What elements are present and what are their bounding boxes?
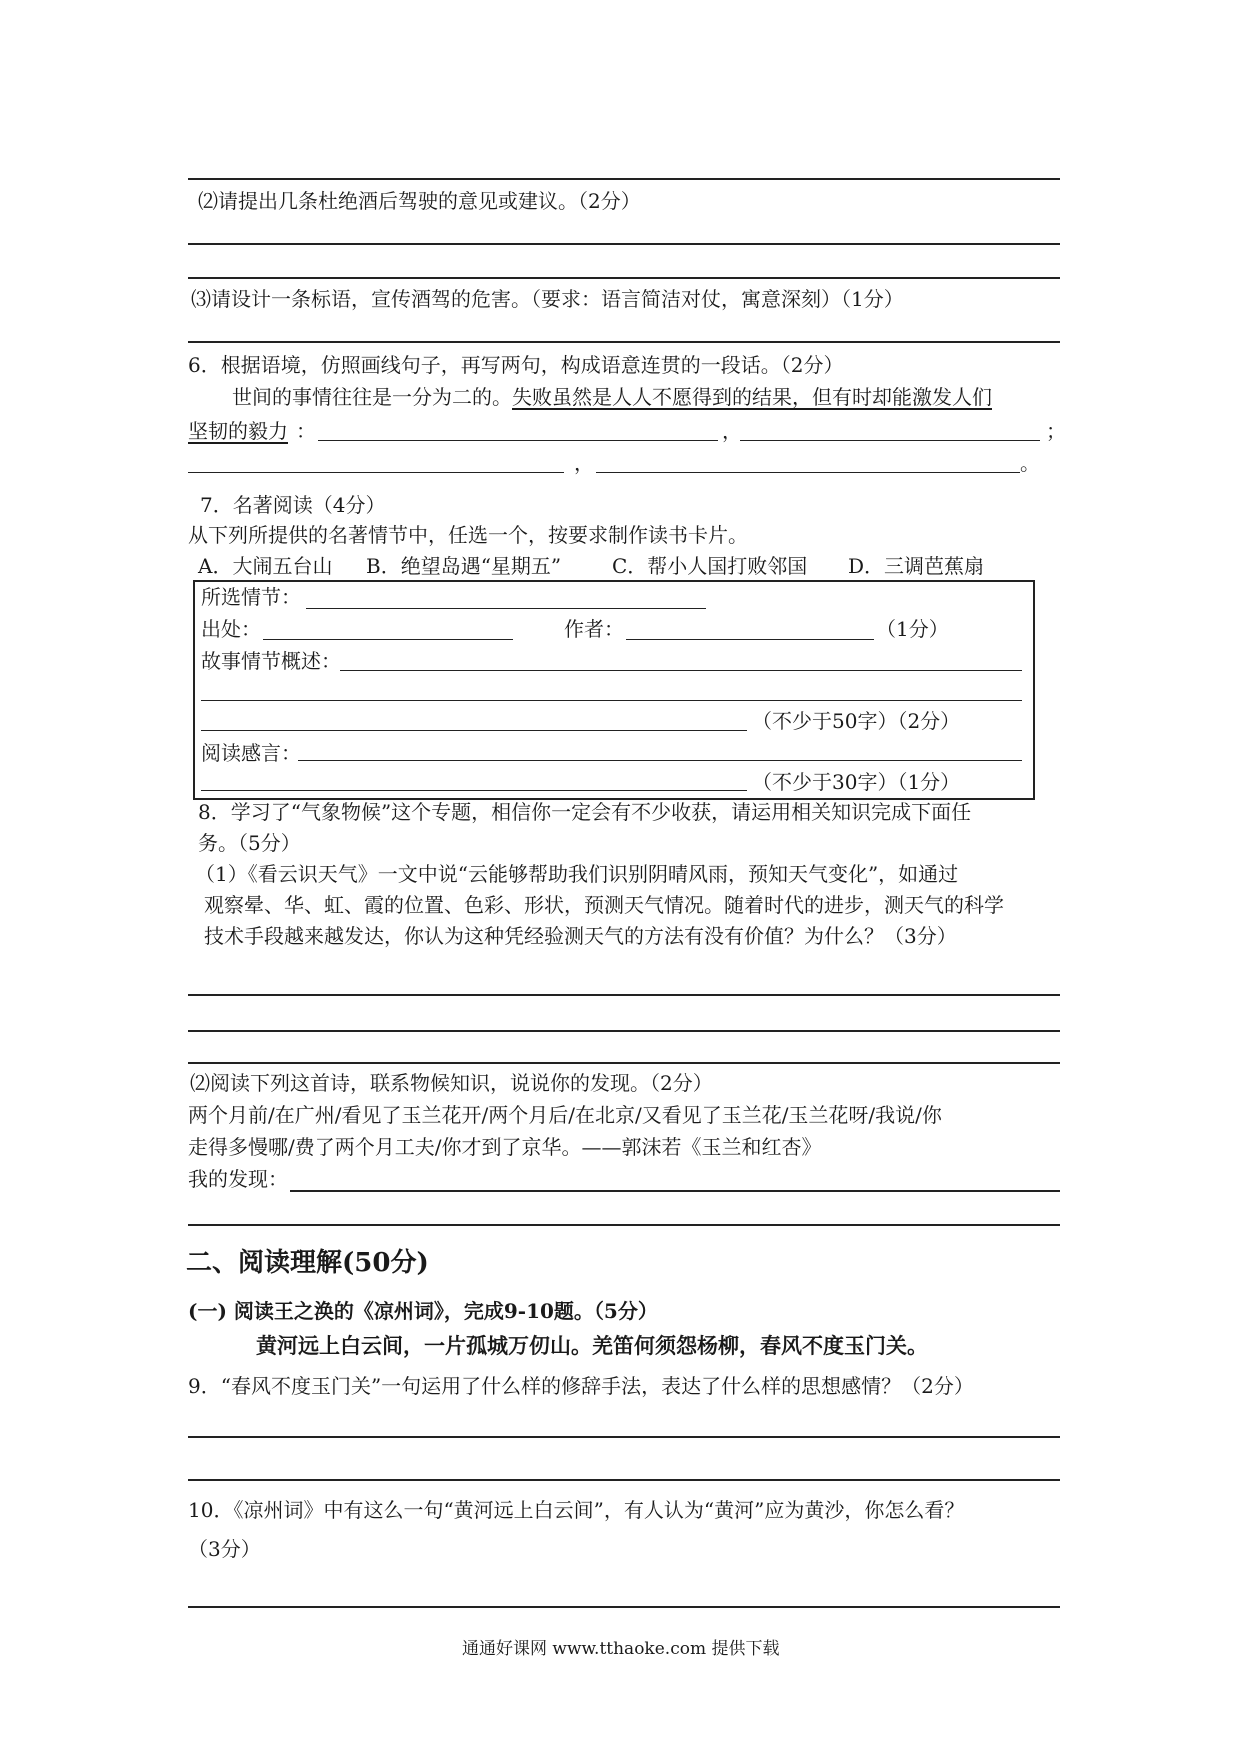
q6-comma2: ， <box>574 451 594 475</box>
q7-instruction: 从下列所提供的名著情节中，任选一个，按要求制作读书卡片。 <box>188 523 748 547</box>
q6-blank-4[interactable] <box>596 472 1020 473</box>
q8-intro-1: 8．学习了“气象物候”这个专题，相信你一定会有不少收获，请运用相关知识完成下面任 <box>198 800 972 824</box>
q8-sub1-1: （1）《看云识天气》一文中说“云能够帮助我们识别阴晴风雨，预知天气变化”，如通过 <box>195 862 959 886</box>
q6-blank-3[interactable] <box>188 472 564 473</box>
reading-card <box>193 580 1035 800</box>
card-feeling-blank-1[interactable] <box>298 760 1022 761</box>
q8-intro-2: 务。（5分） <box>198 831 301 855</box>
card-feeling-label: 阅读感言： <box>201 741 301 765</box>
card-selected-label: 所选情节： <box>201 585 301 609</box>
q6-semicolon: ； <box>1046 419 1066 443</box>
answer-line <box>188 1030 1060 1032</box>
answer-line <box>188 277 1060 279</box>
card-author-blank[interactable] <box>626 639 874 640</box>
card-selected-blank[interactable] <box>306 608 706 609</box>
answer-line <box>188 1224 1060 1226</box>
section2-poem: 黄河远上白云间，一片孤城万仞山。羌笛何须怨杨柳，春风不度玉门关。 <box>256 1333 928 1358</box>
q6-lead <box>232 384 992 410</box>
card-summary-req: （不少于50字）（2分） <box>752 709 961 733</box>
q6-blank-1[interactable] <box>318 440 718 441</box>
q7-option-c: C．帮小人国打败邻国 <box>612 554 808 578</box>
answer-line <box>188 994 1060 996</box>
card-author-label: 作者： <box>564 617 624 641</box>
q7-title: 7．名著阅读（4分） <box>200 493 386 517</box>
q10-1: 10．《凉州词》中有这么一句“黄河远上白云间”，有人认为“黄河”应为黄沙，你怎么看？ <box>188 1498 965 1522</box>
card-source-label: 出处： <box>201 617 261 641</box>
answer-line <box>188 1062 1060 1064</box>
card-summary-label: 故事情节概述： <box>201 649 341 673</box>
q6-underlined-b: 坚韧的毅力 <box>188 419 288 443</box>
card-summary-blank-3[interactable] <box>201 730 747 731</box>
card-score-1: （1分） <box>876 617 949 641</box>
footer-text: 通通好课网 www.tthaoke.com 提供下载 <box>462 1639 780 1659</box>
q9: 9．“春风不度玉门关”一句运用了什么样的修辞手法，表达了什么样的思想感情？（2分） <box>188 1374 974 1398</box>
q6-lead-text: 世间的事情往往是一分为二的。 <box>232 385 512 409</box>
q6-underlined-a: 失败虽然是人人不愿得到的结果，但有时却能激发人们 <box>512 385 992 409</box>
q6-comma: ， <box>722 419 742 443</box>
answer-line <box>188 1479 1060 1481</box>
q10-2: （3分） <box>188 1537 261 1561</box>
q8-discovery-label: 我的发现： <box>188 1167 288 1191</box>
card-feeling-req: （不少于30字）（1分） <box>752 770 961 794</box>
q6-blank-2[interactable] <box>740 440 1040 441</box>
answer-line <box>188 243 1060 245</box>
card-feeling-blank-2[interactable] <box>201 790 747 791</box>
q8-poem-2: 走得多慢哪/费了两个月工夫/你才到了京华。——郭沫若《玉兰和红杏》 <box>188 1135 822 1159</box>
q5-sub3: ⑶请设计一条标语，宣传酒驾的危害。（要求：语言简洁对仗，寓意深刻）（1分） <box>191 287 904 311</box>
q8-poem-1: 两个月前/在广州/看见了玉兰花开/两个月后/在北京/又看见了玉兰花/玉兰花呀/我说/你 <box>188 1103 942 1127</box>
answer-line <box>188 1606 1060 1608</box>
answer-line <box>188 1436 1060 1438</box>
q6-prompt: 6．根据语境，仿照画线句子，再写两句，构成语意连贯的一段话。（2分） <box>188 353 844 377</box>
q8-sub1-3: 技术手段越来越发达，你认为这种凭经验测天气的方法有没有价值？为什么？（3分） <box>204 924 957 948</box>
answer-line <box>188 341 1060 343</box>
section2-heading: 二、阅读理解(50分) <box>186 1248 429 1278</box>
card-source-blank[interactable] <box>263 639 513 640</box>
answer-line <box>188 178 1060 180</box>
q8-discovery-blank[interactable] <box>290 1190 1060 1192</box>
q8-sub1-2: 观察晕、华、虹、霞的位置、色彩、形状，预测天气情况。随着时代的进步，测天气的科学 <box>204 893 1004 917</box>
q7-option-b: B．绝望岛遇“星期五” <box>366 554 562 578</box>
q7-option-d: D．三调芭蕉扇 <box>848 554 985 578</box>
card-summary-blank-1[interactable] <box>340 670 1022 671</box>
q6-colon: ： <box>296 419 316 443</box>
section2-part1: (一) 阅读王之涣的《凉州词》，完成9-10题。（5分） <box>188 1299 658 1323</box>
card-summary-blank-2[interactable] <box>201 700 1022 701</box>
q8-sub2-title: ⑵阅读下列这首诗，联系物候知识，说说你的发现。（2分） <box>190 1071 713 1095</box>
q7-option-a: A．大闹五台山 <box>198 554 333 578</box>
q6-period: 。 <box>1020 451 1040 475</box>
q5-sub2: ⑵请提出几条杜绝酒后驾驶的意见或建议。（2分） <box>198 189 641 213</box>
